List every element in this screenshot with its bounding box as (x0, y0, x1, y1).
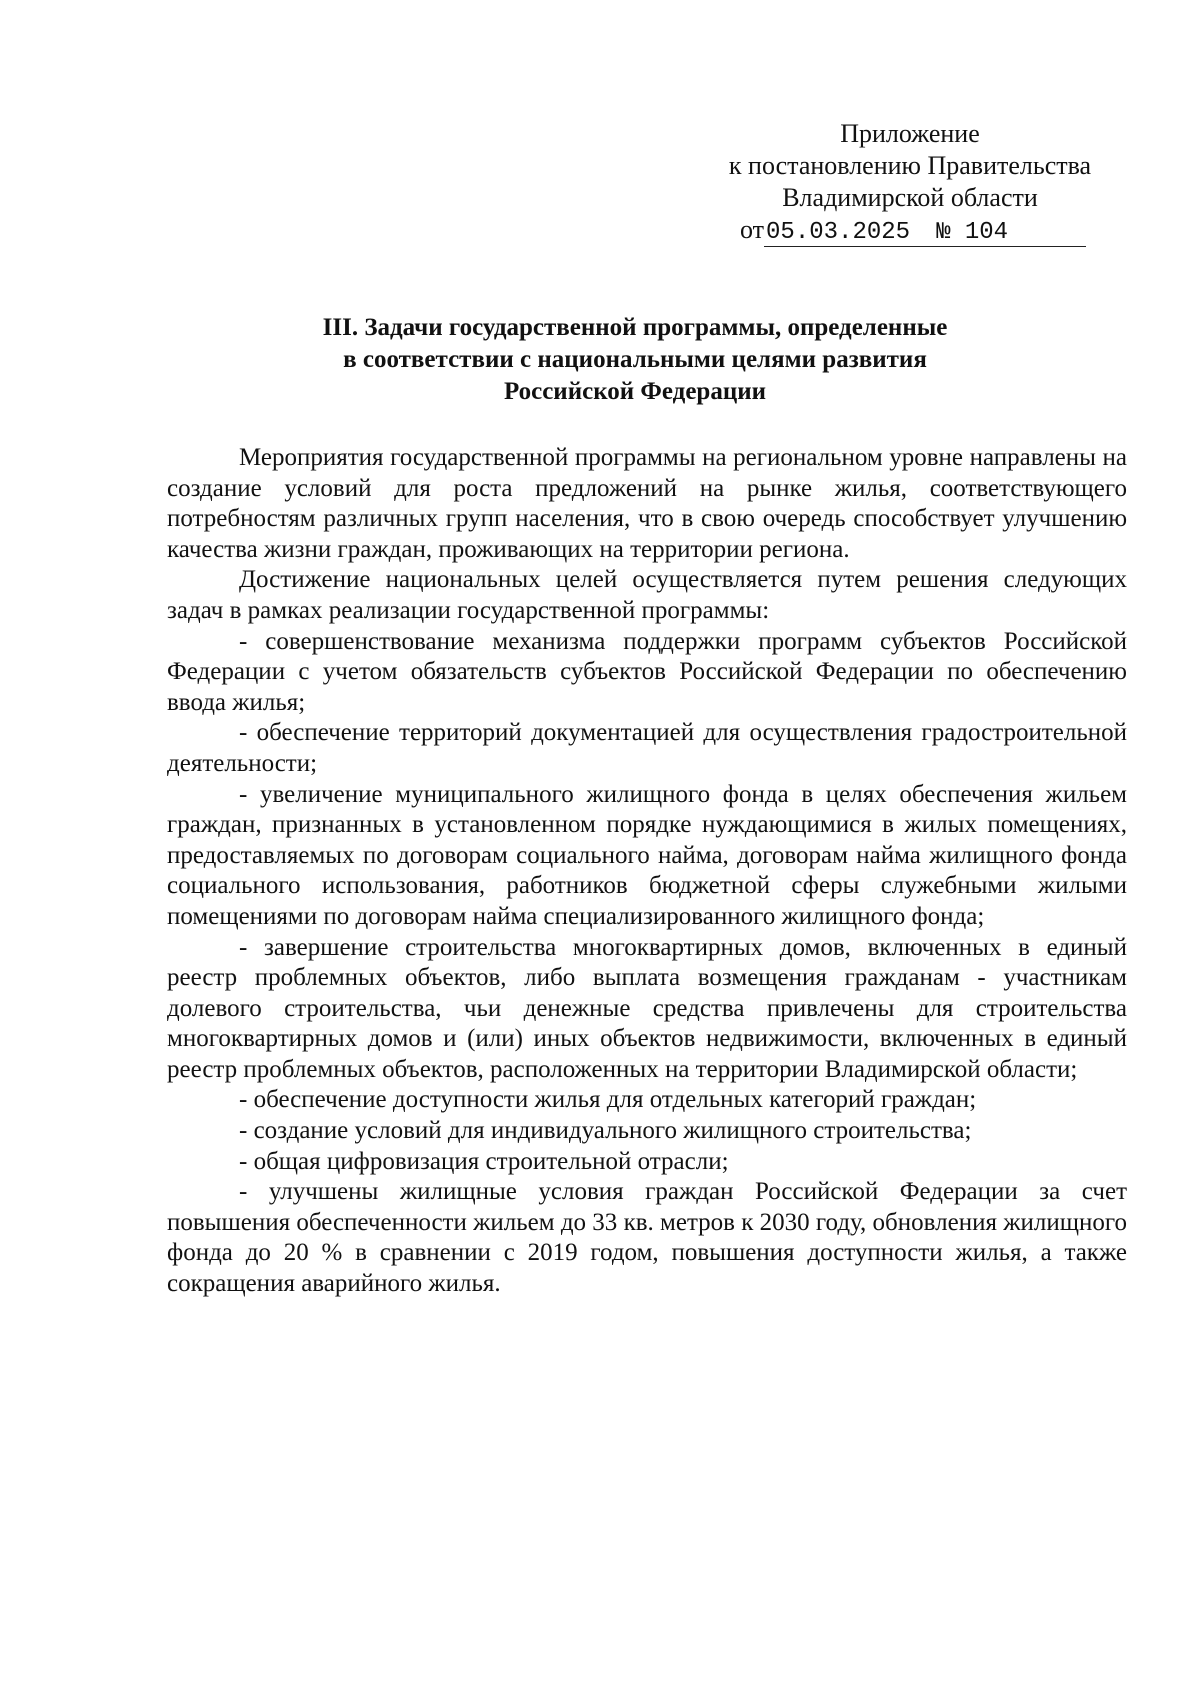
appendix-region: Владимирской области (782, 183, 1038, 212)
list-item: - совершенствование механизма поддержки программ субъектов Российской Федерации с учетом обязательств субъектов Российской Федерации по обеспечению ввода жилья; (167, 627, 1127, 716)
appendix-date-line (740, 214, 1120, 247)
paragraph-goals: Достижение национальных целей осуществляется путем решения следующих задач в рамках реализации государственной программы: (167, 566, 1127, 624)
decree-number: № 104 (912, 220, 1086, 247)
list-item: - обеспечение доступности жилья для отдельных категорий граждан; (239, 1086, 977, 1114)
list-item: - улучшены жилищные условия граждан Российской Федерации за счет повышения обеспеченности жильем до 33 кв. метров к 2030 году, обновления жилищного фонда до 20 % в сравнении с 2019 годом, повышения доступности жилья, а также сокращения аварийного жилья. (167, 1178, 1127, 1298)
section-title (200, 312, 1070, 408)
list-item: - увеличение муниципального жилищного фонда в целях обеспечения жильем граждан, признанных в установленном порядке нуждающимися в жилых помещениях, предоставляемых по договорам социального найма, договорам найма жилищного фонда социального использования, работников бюджетной сферы служебными жилыми помещениями по договорам найма специализированного жилищного фонда; (167, 780, 1127, 930)
appendix-header (700, 118, 1120, 247)
appendix-reference: к постановлению Правительства (728, 151, 1092, 180)
section-title-line-3: Российской Федерации (503, 378, 767, 405)
list-item: - обеспечение территорий документацией для осуществления градостроительной деятельности; (167, 719, 1127, 777)
document-body (167, 443, 1127, 1300)
decree-date: 05.03.2025 (766, 219, 911, 246)
list-item: - завершение строительства многоквартирных домов, включенных в единый реестр проблемных объектов, либо выплата возмещения гражданам - участникам долевого строительства, чьи денежные средства привлечены для строительства многоквартирных домов и (или) иных объектов недвижимости, включенных в единый реестр проблемных объектов, расположенных на территории Владимирской области; (167, 933, 1127, 1083)
list-item: - создание условий для индивидуального жилищного строительства; (239, 1117, 972, 1145)
paragraph-intro: Мероприятия государственной программы на региональном уровне направлены на создание условий для роста предложений на рынке жилья, соответствующего потребностям различных групп населения, что в свою очередь способствует улучшению качества жизни граждан, проживающих на территории региона. (167, 444, 1127, 563)
date-prefix: от (740, 215, 765, 244)
list-item: - общая цифровизация строительной отрасли; (239, 1147, 729, 1175)
section-title-line-1: III. Задачи государственной программы, определенные (322, 314, 948, 341)
section-title-line-2: в соответствии с национальными целями развития (343, 346, 927, 373)
appendix-title: Приложение (840, 119, 980, 148)
